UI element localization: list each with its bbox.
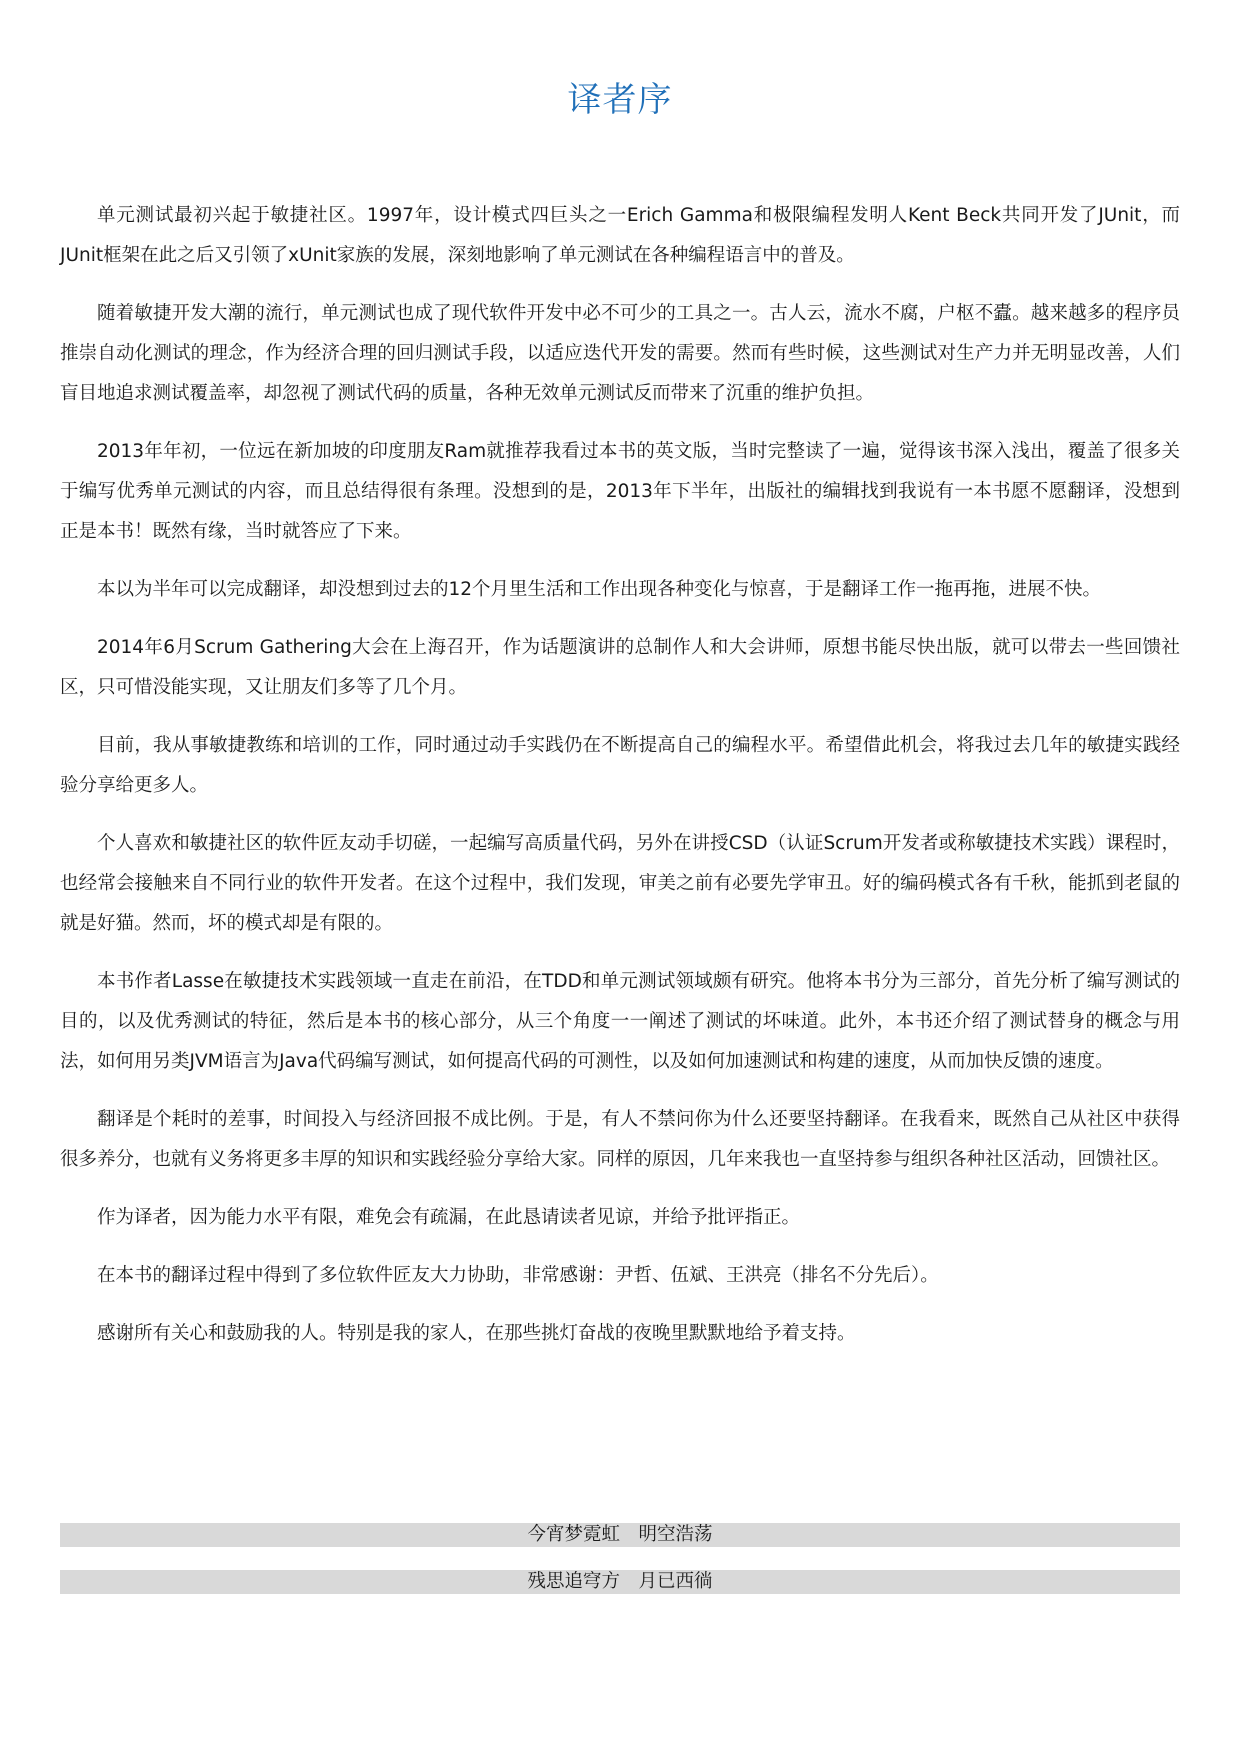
paragraph-7: 个人喜欢和敏捷社区的软件匠友动手切磋，一起编写高质量代码，另外在讲授CSD（认证Scrum开发者或称敏捷技术实践）课程时，也经常会接触来自不同行业的软件开发者。在这个过程中，我们发现，审美之前有必要先学审丑。好的编码模式各有千秋，能抓到老鼠的就是好猫。然而，坏的模式却是有限的。 — [60, 833, 1180, 934]
paragraph-4: 本以为半年可以完成翻译，却没想到过去的12个月里生活和工作出现各种变化与惊喜，于是翻译工作一拖再拖，进展不快。 — [97, 579, 1102, 600]
paragraph-1: 单元测试最初兴起于敏捷社区。1997年，设计模式四巨头之一Erich Gamma和极限编程发明人Kent Beck共同开发了JUnit，而JUnit框架在此之后又引领了xUnit家族的发展，深刻地影响了单元测试在各种编程语言中的普及。 — [60, 205, 1180, 266]
page-title: 译者序 — [567, 80, 673, 120]
paragraph-3: 2013年年初，一位远在新加坡的印度朋友Ram就推荐我看过本书的英文版，当时完整读了一遍，觉得该书深入浅出，覆盖了很多关于编写优秀单元测试的内容，而且总结得很有条理。没想到的是，2013年下半年，出版社的编辑找到我说有一本书愿不愿翻译，没想到正是本书！既然有缘，当时就答应了下来。 — [60, 441, 1180, 542]
paragraph-5: 2014年6月Scrum Gathering大会在上海召开，作为话题演讲的总制作人和大会讲师，原想书能尽快出版，就可以带去一些回馈社区，只可惜没能实现，又让朋友们多等了几个月。 — [60, 637, 1181, 698]
paragraph-9: 翻译是个耗时的差事，时间投入与经济回报不成比例。于是，有人不禁问你为什么还要坚持翻译。在我看来，既然自己从社区中获得很多养分，也就有义务将更多丰厚的知识和实践经验分享给大家。同样的原因，几年来我也一直坚持参与组织各种社区活动，回馈社区。 — [60, 1109, 1180, 1170]
paragraph-2: 随着敏捷开发大潮的流行，单元测试也成了现代软件开发中必不可少的工具之一。古人云，流水不腐，户枢不蠹。越来越多的程序员推崇自动化测试的理念，作为经济合理的回归测试手段，以适应迭代开发的需要。然而有些时候，这些测试对生产力并无明显改善，人们盲目地追求测试覆盖率，却忽视了测试代码的质量，各种无效单元测试反而带来了沉重的维护负担。 — [60, 303, 1180, 404]
signature-line-1: 今宵梦霓虹 明空浩荡 — [60, 1523, 1180, 1547]
paragraph-12: 感谢所有关心和鼓励我的人。特别是我的家人，在那些挑灯奋战的夜晚里默默地给予着支持。 — [97, 1323, 856, 1344]
preface-body — [60, 196, 1180, 1372]
signature-line-2: 残思追穹方 月已西徜 — [60, 1570, 1180, 1594]
paragraph-8: 本书作者Lasse在敏捷技术实践领域一直走在前沿，在TDD和单元测试领域颇有研究。他将本书分为三部分，首先分析了编写测试的目的，以及优秀测试的特征，然后是本书的核心部分，从三个角度一一阐述了测试的坏味道。此外，本书还介绍了测试替身的概念与用法，如何用另类JVM语言为Java代码编写测试，如何提高代码的可测性，以及如何加速测试和构建的速度，从而加快反馈的速度。 — [60, 971, 1180, 1072]
paragraph-6: 目前，我从事敏捷教练和培训的工作，同时通过动手实践仍在不断提高自己的编程水平。希望借此机会，将我过去几年的敏捷实践经验分享给更多人。 — [60, 735, 1180, 796]
paragraph-10: 作为译者，因为能力水平有限，难免会有疏漏，在此恳请读者见谅，并给予批评指正。 — [97, 1207, 801, 1228]
paragraph-11: 在本书的翻译过程中得到了多位软件匠友大力协助，非常感谢：尹哲、伍斌、王洪亮（排名不分先后）。 — [97, 1265, 939, 1286]
